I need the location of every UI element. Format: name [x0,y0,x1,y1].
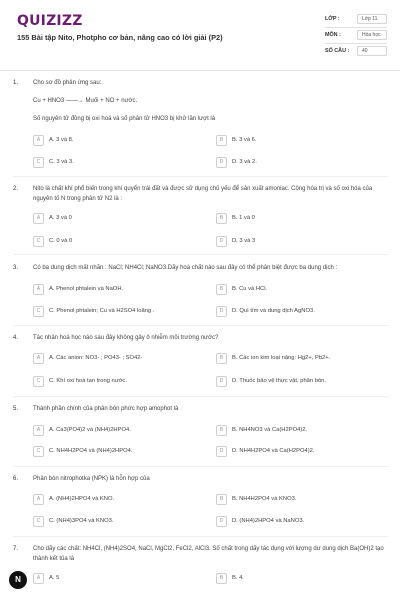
option-text: C. Phenol phtalein; Cu và H2SO4 loãng . [49,308,155,314]
option-key: D [216,306,227,317]
option-text: C. (NH4)3PO4 và KNO3. [49,518,114,524]
subject-value: Hóa học [357,30,387,40]
option-text: B. NH4H2PO4 và KNO3. [232,496,297,502]
count-label: SỐ CÂU : [325,48,350,54]
question-text: Phân bón nitrophotka (NPK) là hỗn hợp của [33,476,150,482]
worksheet-header [0,0,400,66]
option-key: A [33,573,44,584]
quizizz-logo[interactable]: QUIZIZZ [17,13,83,29]
option-text: A. Ca3(PO4)2 và (NH4)2HPO4. [49,427,131,433]
option-text: A. 3 và 8. [49,137,74,143]
option-text: B. Cu và HCl. [232,286,268,292]
option-text: B. NH4NO3 và Ca(H2PO4)2. [232,427,308,433]
option-key: A [33,135,44,146]
option-key: A [33,353,44,364]
question-text: Thành phần chính của phân bón phức hợp amophot là [33,406,179,412]
question-divider [13,396,388,397]
option-key: B [216,425,227,436]
header-divider [0,70,400,71]
option-text: D. Quì tím và dung dịch AgNO3. [232,308,315,314]
option-key: C [33,157,44,168]
meta-divider [325,27,387,28]
option-text: C. 0 và 0 [49,238,73,244]
option-text: B. 1 và 0 [232,215,255,221]
option-text: D. 3 và 3 [232,238,256,244]
option-key: A [33,213,44,224]
option-text: A. (NH4)2HPO4 và KNO. [49,496,115,502]
question-number: 6. [13,476,19,482]
option-text: A. 5 [49,575,60,581]
option-key: C [33,236,44,247]
question-divider [13,176,388,177]
question-number: 1. [13,80,19,86]
option-text: A. Phenol phtalein và NaOH. [49,286,124,292]
question-number: 4. [13,335,19,341]
option-text: B. 3 và 6. [232,137,257,143]
option-key: C [33,516,44,527]
option-key: B [216,135,227,146]
option-key: D [216,236,227,247]
option-key: A [33,494,44,505]
option-text: D. NH4H2PO4 và Ca(H2PO4)2. [232,448,315,454]
meta-divider [325,43,387,44]
question-text: Nito là chất khí phổ biến trong khí quyển trái đất và được sử dụng chủ yếu để sản xuất amoniac. Cộng hóa trị và số oxi hóa của nguyên tố N trong phân tử N2 là : [33,186,373,202]
question-number: 7. [13,546,19,552]
option-key: B [216,573,227,584]
option-key: D [216,376,227,387]
option-key: C [33,306,44,317]
option-text: D. Thuốc bảo vệ thực vật, phân bón. [232,378,327,384]
option-key: A [33,284,44,295]
question-divider [13,466,388,467]
option-text: A. 3 và 0 [49,215,72,221]
subject-label: MÔN : [325,32,341,38]
question-text: Cho sơ đồ phản ứng sau: [33,80,102,86]
question-text: Cho dãy các chất: NH4Cl, (NH4)2SO4, NaCl, MgCl2, FeCl2, AlCl3. Số chất trong dãy tác dụng với lượng dư dung dịch Ba(OH)2 tạo thành kết tủa là [33,546,384,562]
option-key: C [33,376,44,387]
option-text: B. 4. [232,575,244,581]
question-number: 3. [13,265,19,271]
option-text: C. Khí oxi hoà tan trong nước. [49,378,127,384]
option-text: A. Các anion: NO3- ; PO43- ; SO42- [49,355,143,361]
option-key: A [33,425,44,436]
question-text: Tác nhân hoá học nào sau đây không gây ô nhiễm môi trường nước? [33,335,219,341]
question-number: 2. [13,186,19,192]
option-key: D [216,446,227,457]
option-text: D. (NH4)2HPO4 và NaNO3. [232,518,305,524]
option-key: D [216,516,227,527]
floating-action-button[interactable]: N [9,571,27,589]
class-label: LỚP : [325,16,340,22]
question-text: Cu + HNO3 ――→ Muối + NO + nước. [33,98,138,104]
question-number: 5. [13,406,19,412]
option-key: B [216,213,227,224]
question-divider [13,254,388,255]
option-key: B [216,494,227,505]
option-key: B [216,284,227,295]
question-divider [13,536,388,537]
question-divider [13,325,388,326]
option-text: C. 3 và 3. [49,159,74,165]
option-key: B [216,353,227,364]
option-text: D. 3 và 2. [232,159,257,165]
option-key: D [216,157,227,168]
question-text: Số nguyên tử đồng bị oxi hoá và số phân tử HNO3 bị khử lần lượt là [33,116,216,122]
question-text: Có ba dung dịch mất nhãn : NaCl; NH4Cl; NaNO3.Dãy hoá chất nào sau đây có thể phân biệt được ba dung dịch : [33,265,338,271]
class-value: Lớp 11 [357,14,387,24]
option-text: B. Các ion kim loại nặng: Hg2+, Pb2+. [232,355,331,361]
option-text: C. NH4H2PO4 và (NH4)2HPO4. [49,448,133,454]
count-value: 40 [357,46,387,56]
option-key: C [33,446,44,457]
page-title: 155 Bài tập Nito, Photpho cơ bản, nâng cao có lời giải (P2) [17,33,223,42]
